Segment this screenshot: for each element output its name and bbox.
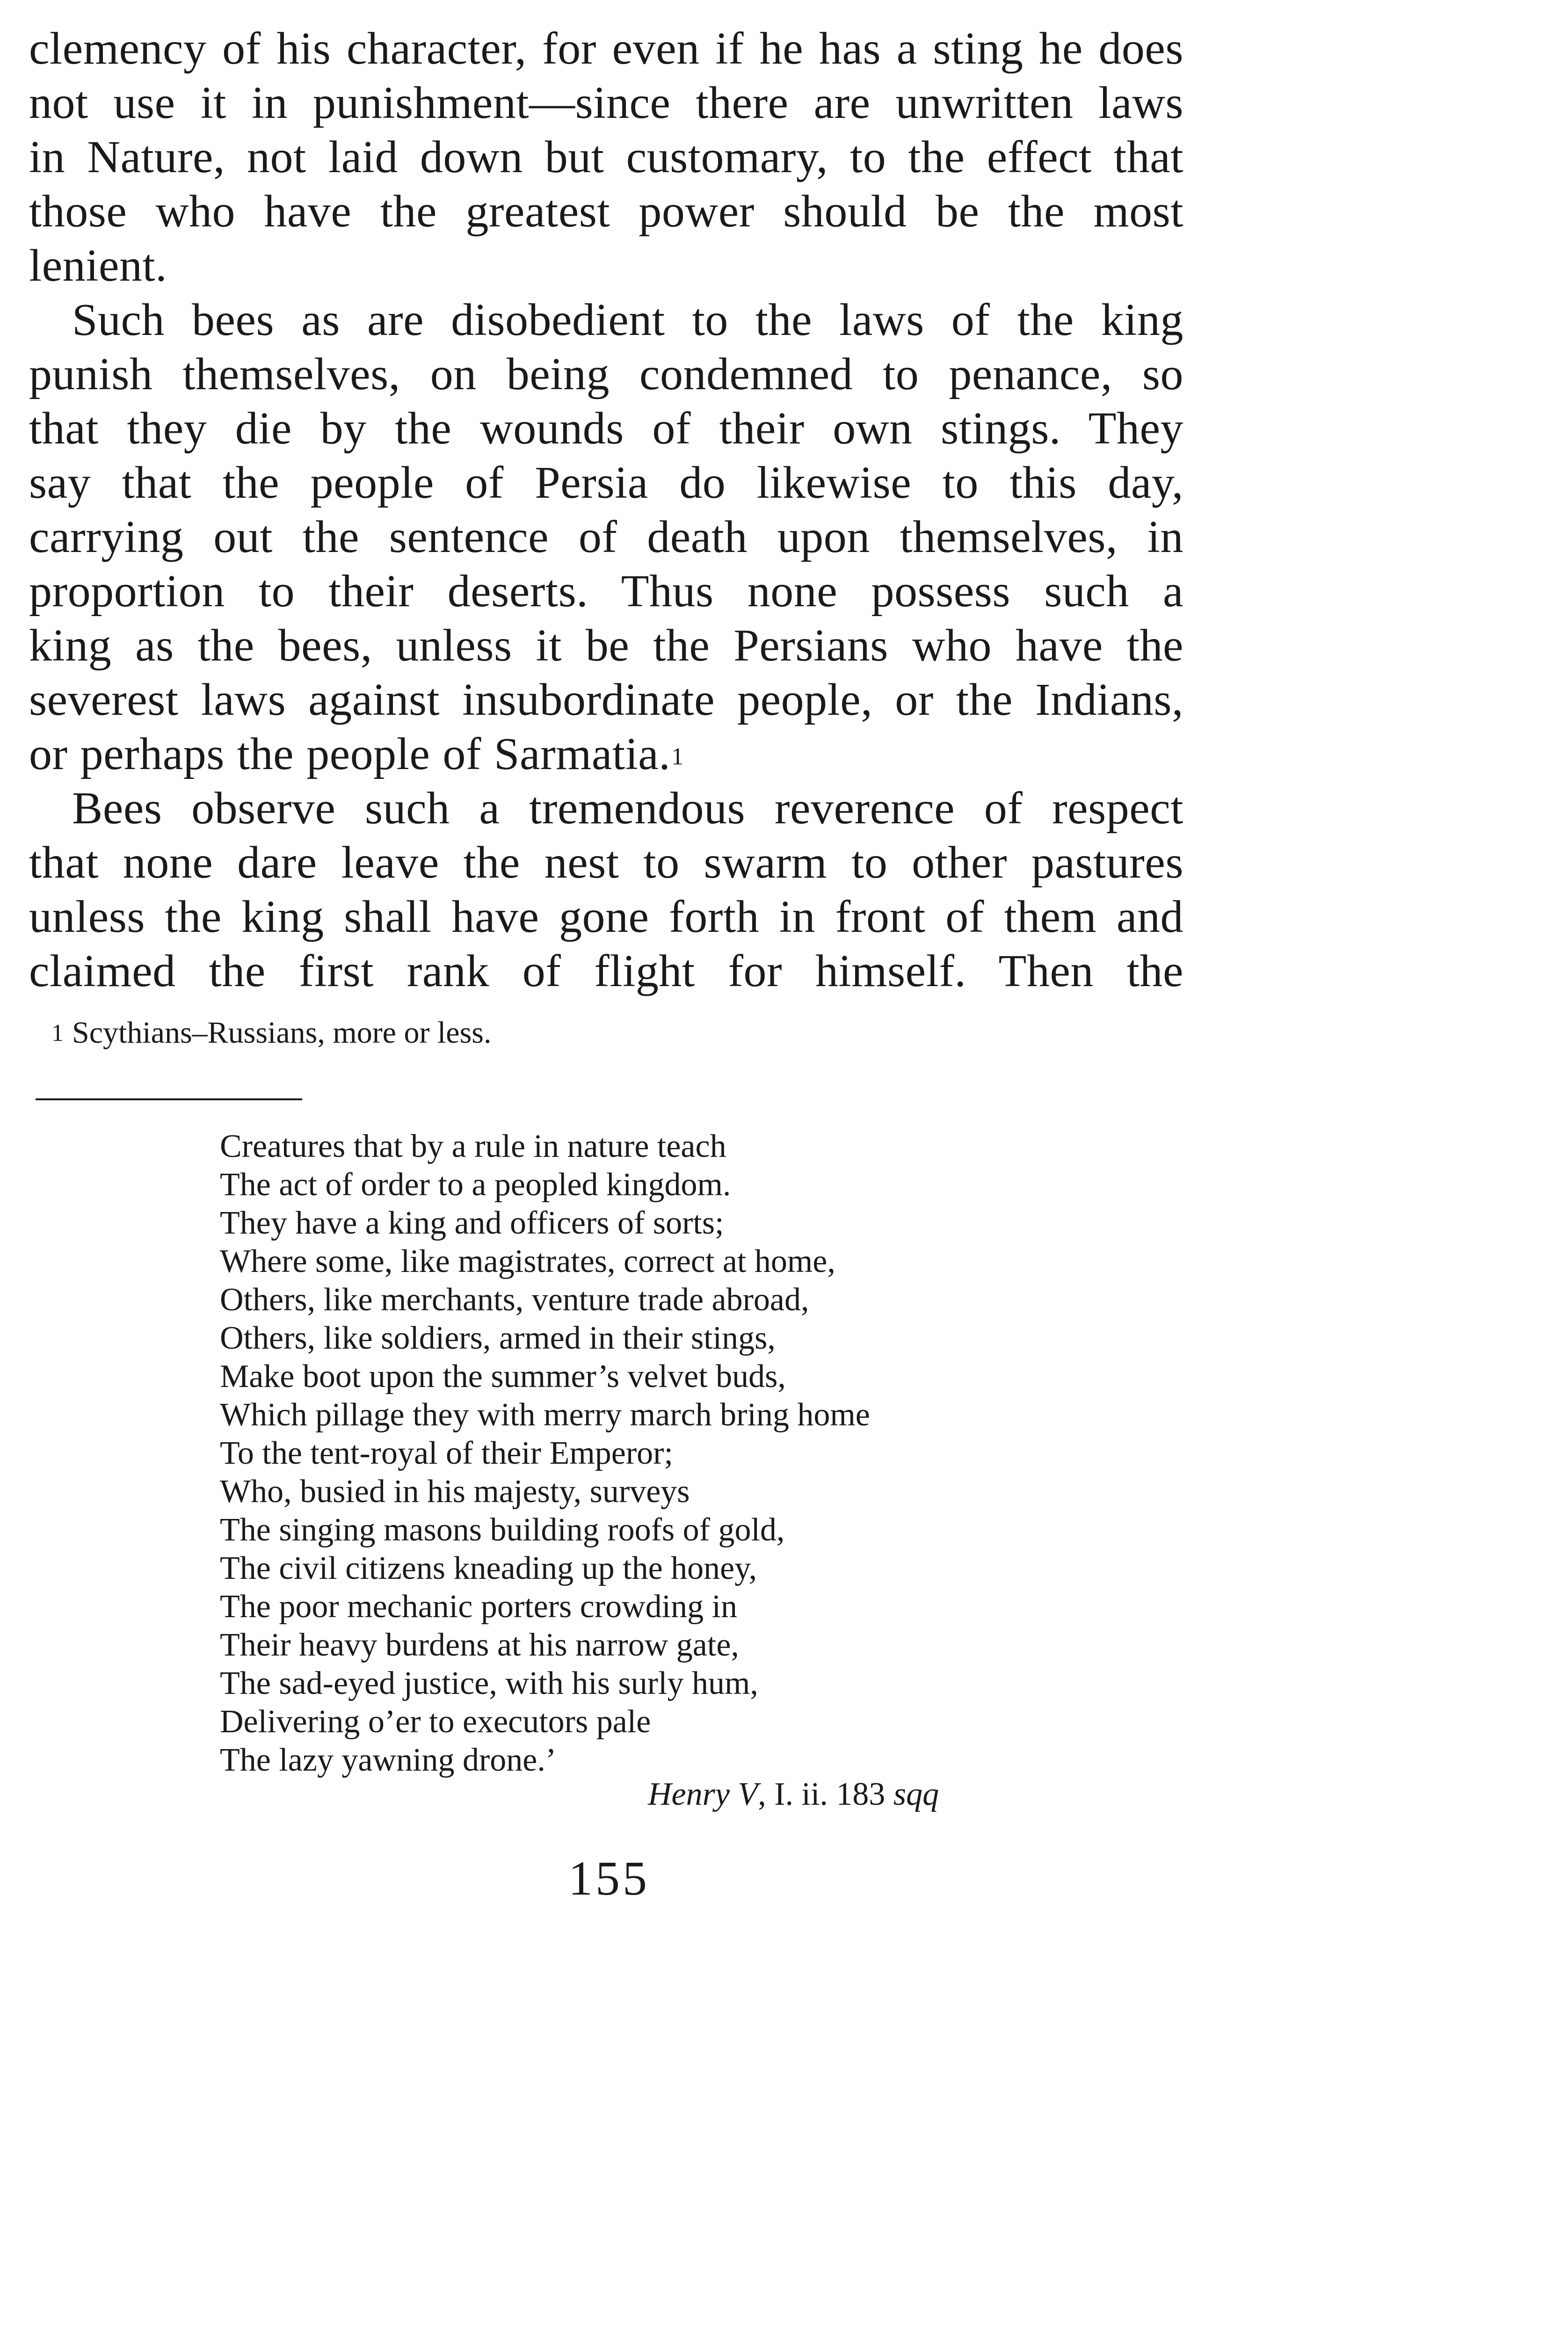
body-text-line: that they die by the wounds of their own stings. They: [29, 403, 1183, 454]
verse-line: Their heavy burdens at his narrow gate,: [220, 1627, 739, 1663]
verse-line: Who, busied in his majesty, surveys: [220, 1474, 690, 1510]
verse-citation: [648, 1775, 939, 1814]
body-text-line: king as the bees, unless it be the Persians who have the: [29, 620, 1183, 671]
verse-line: Creatures that by a rule in nature teach: [220, 1128, 726, 1164]
verse-line: Which pillage they with merry march bring home: [220, 1397, 870, 1433]
verse-line: The lazy yawning drone.’: [220, 1742, 557, 1778]
verse-line: Others, like soldiers, armed in their stings,: [220, 1320, 776, 1356]
footnote-marker[interactable]: 1: [671, 743, 684, 770]
verse-line: Make boot upon the summer’s velvet buds,: [220, 1358, 786, 1395]
body-text-line: in Nature, not laid down but customary, to the effect that: [29, 132, 1183, 182]
verse-line: The civil citizens kneading up the honey,: [220, 1550, 757, 1586]
citation-work-title: Henry V: [648, 1776, 758, 1812]
body-text-line: punish themselves, on being condemned to penance, so: [29, 349, 1183, 400]
verse-line: The poor mechanic porters crowding in: [220, 1589, 738, 1625]
body-text-line: unless the king shall have gone forth in front of them and: [29, 892, 1183, 942]
verse-line: The act of order to a peopled kingdom.: [220, 1167, 731, 1203]
footnote-number: 1: [51, 1020, 64, 1046]
verse-line: To the tent-royal of their Emperor;: [220, 1435, 673, 1471]
body-text-line: that none dare leave the nest to swarm to other pastures: [29, 837, 1183, 888]
body-text-line: carrying out the sentence of death upon themselves, in: [29, 512, 1183, 562]
body-text-line: clemency of his character, for even if he has a sting he does: [29, 23, 1183, 74]
body-text-line: claimed the first rank of flight for himself. Then the: [29, 946, 1183, 996]
body-text-line-with-footnote: [29, 727, 1183, 781]
citation-suffix: sqq: [893, 1776, 939, 1812]
footnote: [51, 1014, 491, 1054]
footnote-text: Scythians–Russians, more or less.: [72, 1016, 492, 1050]
footnote-divider: [36, 1098, 302, 1100]
verse-line: Where some, like magistrates, correct at home,: [220, 1243, 835, 1279]
body-text-line: say that the people of Persia do likewise to this day,: [29, 458, 1183, 508]
body-text-line: lenient.: [29, 240, 167, 291]
verse-line: The sad-eyed justice, with his surly hum,: [220, 1665, 758, 1701]
body-text-line: Bees observe such a tremendous reverence of respect: [72, 783, 1183, 834]
citation-reference: , I. ii. 183: [758, 1776, 893, 1812]
page-number: 155: [568, 1852, 650, 1905]
body-text-line: those who have the greatest power should be the most: [29, 186, 1183, 237]
verse-line: They have a king and officers of sorts;: [220, 1205, 724, 1241]
body-text-line: not use it in punishment—since there are unwritten laws: [29, 78, 1183, 128]
body-text-line: Such bees as are disobedient to the laws of the king: [72, 295, 1183, 345]
verse-line: Others, like merchants, venture trade abroad,: [220, 1282, 809, 1318]
verse-line: The singing masons building roofs of gold,: [220, 1512, 785, 1548]
body-text-segment: or perhaps the people of Sarmatia.: [29, 729, 671, 779]
body-text-line: severest laws against insubordinate people, or the Indians,: [29, 675, 1183, 725]
body-text-line: proportion to their deserts. Thus none possess such a: [29, 566, 1183, 617]
verse-line: Delivering o’er to executors pale: [220, 1704, 651, 1740]
